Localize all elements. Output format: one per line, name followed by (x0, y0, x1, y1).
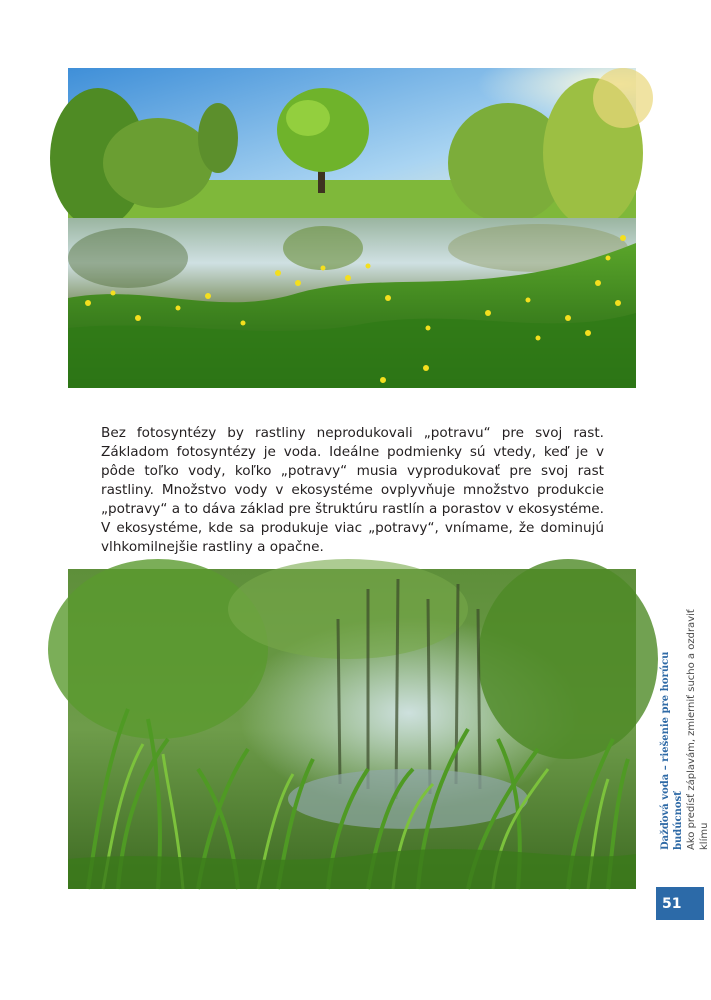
wetland-reeds-photo (68, 569, 636, 889)
side-caption (659, 590, 710, 850)
page-number: 51 (662, 895, 682, 912)
river-meadow-photo (68, 68, 636, 388)
publication-title: Dažďová voda – riešenie pre horúcu budúcnosť (660, 651, 684, 850)
page-number-badge (656, 887, 704, 920)
body-paragraph: Bez fotosyntézy by rastliny neprodukovali „potravu“ pre svoj rast. Základom fotosyntézy je voda. Ideálne podmienky sú vtedy, keď je v pôde toľko vody, koľko „potravy“ musia vyprodukovať pre svoj rast rastliny. Množstvo vody v ekosystéme ovplyvňuje množstvo produkcie „potravy“ a to dáva základ pre štruktúru rastlín a porastov v ekosystéme. V ekosystéme, kde sa produkuje viac „potravy“, vnímame, že dominujú vlhkomilnejšie rastliny a opačne. (101, 425, 604, 555)
publication-subtitle: Ako predísť záplavám, zmierniť sucho a ozdraviť klímu (686, 609, 710, 850)
